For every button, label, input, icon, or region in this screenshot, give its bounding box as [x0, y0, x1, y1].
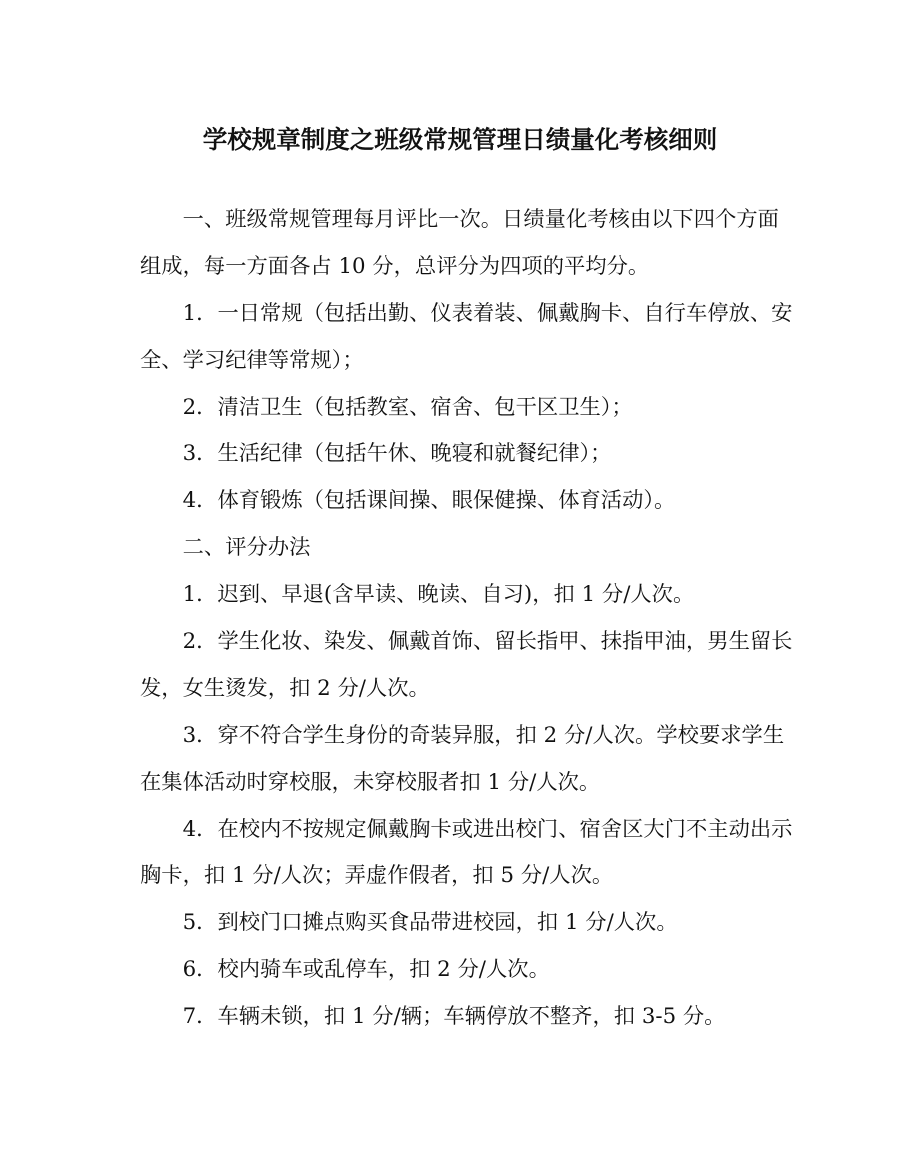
text-line: 7．车辆未锁，扣 1 分/辆；车辆停放不整齐，扣 3-5 分。 — [182, 1004, 726, 1030]
paragraph — [140, 994, 800, 1041]
paragraph — [140, 291, 800, 385]
text-line: 胸卡，扣 1 分/人次；弄虚作假者，扣 5 分/人次。 — [140, 863, 614, 889]
paragraph — [140, 525, 800, 572]
text-line: 4．体育锻炼（包括课间操、眼保健操、体育活动）。 — [182, 488, 676, 514]
paragraph — [140, 431, 800, 478]
text-line: 6．校内骑车或乱停车，扣 2 分/人次。 — [182, 957, 550, 983]
text-line: 2．学生化妆、染发、佩戴首饰、留长指甲、抹指甲油，男生留长 — [182, 629, 793, 655]
paragraph — [140, 900, 800, 947]
text-line: 3．生活纪律（包括午休、晚寝和就餐纪律）； — [182, 441, 612, 467]
paragraph — [140, 619, 800, 713]
text-line: 4．在校内不按规定佩戴胸卡或进出校门、宿舍区大门不主动出示 — [182, 816, 793, 842]
text-line: 2．清洁卫生（包括教室、宿舍、包干区卫生）； — [182, 394, 633, 420]
paragraph — [140, 478, 800, 525]
paragraph — [140, 572, 800, 619]
text-line: 二、评分办法 — [182, 535, 311, 561]
text-line: 全、学习纪律等常规）； — [140, 347, 364, 373]
document-body — [140, 197, 800, 1041]
text-line: 组成，每一方面各占 10 分，总评分为四项的平均分。 — [140, 253, 650, 279]
document-title: 学校规章制度之班级常规管理日绩量化考核细则 — [202, 125, 718, 154]
text-line: 1．迟到、早退(含早读、晚读、自习)，扣 1 分/人次。 — [182, 582, 695, 608]
text-line: 1．一日常规（包括出勤、仪表着装、佩戴胸卡、自行车停放、安 — [182, 300, 793, 326]
text-line: 在集体活动时穿校服，未穿校服者扣 1 分/人次。 — [140, 769, 601, 795]
paragraph — [140, 385, 800, 432]
text-line: 发，女生烫发，扣 2 分/人次。 — [140, 675, 430, 701]
text-line: 3．穿不符合学生身份的奇装异服，扣 2 分/人次。学校要求学生 — [182, 722, 785, 748]
paragraph — [140, 947, 800, 994]
paragraph — [140, 807, 800, 901]
paragraph — [140, 197, 800, 291]
text-line: 5．到校门口摊点购买食品带进校园，扣 1 分/人次。 — [182, 910, 678, 936]
paragraph — [140, 713, 800, 807]
text-line: 一、班级常规管理每月评比一次。日绩量化考核由以下四个方面 — [182, 207, 779, 232]
